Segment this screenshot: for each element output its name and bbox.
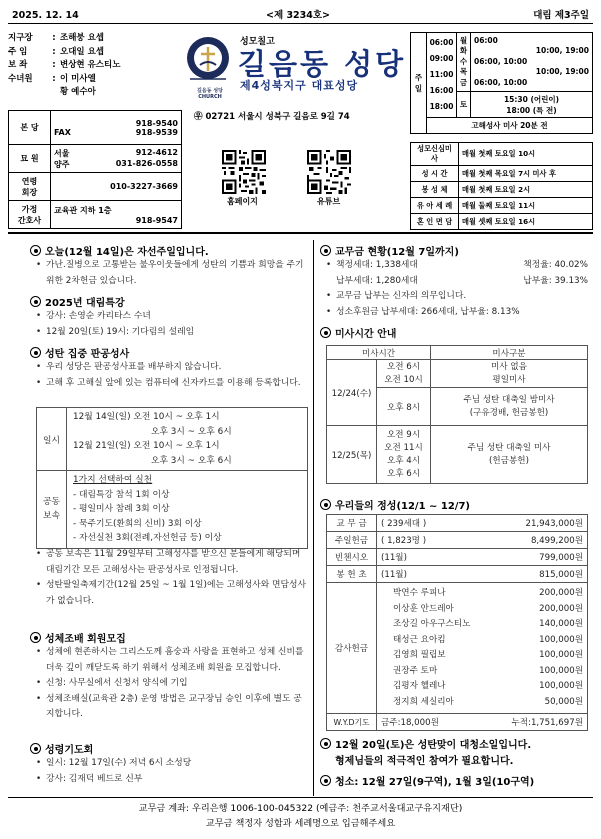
staff-name: 변상현 유스티노	[60, 60, 121, 70]
offering-note: (11월)	[377, 549, 473, 566]
weekday-label: 월 화 수 목 금	[457, 33, 471, 92]
section-bullet-icon	[320, 245, 331, 256]
prayer-meeting	[34, 756, 308, 787]
section-bullet-icon	[320, 327, 331, 338]
special-mass-time: 매월 둘째 토요일 11시	[459, 198, 593, 214]
section-heading: 성탄 집중 판공성사	[30, 345, 129, 360]
staff-name: 오대일 요셉	[60, 46, 105, 57]
christmas-eve-date: 12/24(수)	[327, 360, 377, 426]
homepage-qr-code[interactable]	[222, 150, 266, 194]
bank-account: 교무금 계좌: 우리은행 1006-100-045322 (예금주: 천주교서울대교구유지재단)	[138, 803, 463, 814]
tithe-status	[324, 258, 588, 320]
weekday-mass-line: 06:00, 10:00	[474, 56, 528, 66]
section-bullet-icon	[30, 347, 41, 358]
list-item: • 성탄팔일축제기간(12월 25일 ~ 1월 1일)에는 고해성사와 면담성사가 없습니다.	[34, 578, 308, 609]
header-bar	[8, 7, 593, 24]
section-heading: 성체조배 회원모집	[30, 630, 126, 645]
yangju-tel: 031-826-0558	[115, 158, 178, 168]
saturday-label: 토	[457, 92, 471, 118]
list-item: • 교무금 납부는 신자의 의무입니다.	[324, 289, 588, 305]
section-heading: 우리들의 정성(12/1 ~ 12/7)	[320, 497, 470, 512]
penance-line: - 자선실천 3회(전례,자선헌금 등) 이상	[73, 533, 222, 543]
mass-type-header: 미사구분	[431, 346, 588, 360]
donor-row: 김평자 헬레나 100,000원	[393, 681, 583, 691]
seoul-label: 서울	[54, 148, 70, 158]
special-mass-name: 성 시 간	[411, 166, 459, 182]
staff-row: 수녀원 : 이 미사엘	[8, 73, 184, 87]
staff-name: 황 예수아	[60, 87, 96, 97]
offering-row	[327, 566, 588, 583]
special-mass-table	[410, 142, 593, 230]
section-bullet-icon	[30, 743, 41, 754]
offering-amount: 815,000원	[472, 566, 587, 583]
staff-role: 지구장	[8, 33, 33, 43]
church-logo	[186, 35, 230, 85]
donor-row: 조상길 아우구스티노 140,000원	[393, 619, 583, 629]
offering-row	[327, 515, 588, 532]
weekday-mass-line: 10:00, 19:00	[535, 46, 589, 56]
advent-lecture	[34, 309, 308, 340]
mass-time-header: 미사시간	[327, 346, 431, 360]
sunday-mass-time: 09:00	[429, 54, 454, 63]
confession-notes	[34, 547, 308, 609]
liaison-label: 연령 회장	[9, 173, 51, 201]
schedule-line: 오후 3시 ~ 오후 6시	[151, 455, 232, 466]
penance-line: 1가지 선택하여 실천	[73, 475, 153, 485]
offering-row	[327, 532, 588, 549]
donor-row: 정지희 세실리아 50,000원	[393, 696, 583, 707]
wyd-total: 누적:1,751,697원	[472, 714, 587, 731]
penance-label: 공동 보속	[37, 471, 67, 549]
mass-type: 주님 성탄 대축일 미사 (헌금봉헌)	[431, 426, 588, 484]
offering-amount: 799,000원	[472, 549, 587, 566]
list-item: • 일시: 12월 17일(수) 저녁 6시 소성당	[34, 756, 308, 772]
staff-name: 이 미사엘	[60, 73, 96, 84]
section-heading: 교무금 현황(12월 7일까지)	[320, 243, 459, 258]
sunday-mass-time: 16:00	[429, 86, 454, 95]
staff-row: 보 좌 : 변상현 유스티노	[8, 59, 184, 73]
section-bullet-icon	[30, 245, 41, 256]
mass-time: 오전 6시 오전 10시	[377, 360, 431, 388]
list-item: • 우리 성당은 판공성사표를 배부하지 않습니다.	[34, 360, 308, 376]
staff-list	[8, 32, 184, 100]
list-item: • 성체조배실(교육관 2층) 운영 방법은 교구장님 승인 이후에 별도 공지합니다.	[34, 692, 308, 723]
section-bullet-icon	[320, 499, 331, 510]
section-bullet-icon	[320, 738, 331, 749]
penance-line: - 묵주기도(환희의 신비) 3회 이상	[73, 518, 202, 529]
saturday-mass-line: 15:30 (어린이)	[503, 94, 560, 104]
section-heading: 12월 20일(토)은 성탄맞이 대청소일입니다.	[320, 736, 531, 751]
special-mass-row	[411, 182, 593, 198]
weekday-mass-line: 06:00, 10:00	[474, 77, 528, 87]
cleaning-subtitle: 형제님들의 적극적인 참여가 필요합니다.	[335, 756, 514, 767]
wyd-weekly: 금주:18,000원	[377, 714, 473, 731]
saturday-mass-line: 18:00 (특 전)	[506, 105, 557, 115]
donor-row: 권장주 토마 100,000원	[393, 665, 583, 676]
list-item: • 고해 후 고해실 앞에 있는 컴퓨터에 신자카드를 이용해 등록합니다.	[34, 376, 308, 392]
church-subtitle: 성모칠고	[240, 37, 275, 47]
sunday-mass-time: 18:00	[429, 102, 454, 111]
list-item: • 책정세대: 1,338세대 책정율: 40.02%	[324, 258, 588, 274]
footer	[8, 797, 593, 831]
header-divider	[8, 232, 593, 234]
nurse-place: 교육관 지하 1층	[54, 205, 112, 215]
special-mass-name: 봉 성 체	[411, 182, 459, 198]
list-item: • 성체에 현존하시는 그리스도께 흠숭과 사랑을 표현하고 성체 신비를 더욱 깊이 깨닫도록 하기 위해서 성체조배 회원을 모집합니다.	[34, 645, 308, 676]
schedule-line: 12월 14일(일) 오전 10시 ~ 오후 1시	[73, 412, 220, 422]
section-heading: 오늘(12월 14일)은 자선주일입니다.	[30, 243, 209, 258]
church-name: 길음동 성당	[238, 47, 407, 81]
schedule-line: 12월 21일(일) 오전 10시 ~ 오후 1시	[73, 441, 220, 451]
list-item: • 12월 20일(토) 19시: 기다림의 설레임	[34, 325, 308, 341]
offering-amount: 21,943,000원	[472, 515, 587, 532]
staff-name: 조해붕 요셉	[60, 33, 105, 43]
special-mass-time: 매월 셋째 토요일 16시	[459, 214, 593, 230]
offering-amount: 8,499,200원	[472, 532, 587, 549]
issue-date: 2025. 12. 14	[12, 10, 79, 21]
offering-name: 빈첸시오	[327, 549, 377, 566]
list-item: • 성소후원금 납부세대: 266세대, 납부율: 8.13%	[324, 305, 588, 321]
offering-name: 주일헌금	[327, 532, 377, 549]
special-mass-row	[411, 214, 593, 230]
offering-row	[327, 549, 588, 566]
penance-line: - 평일미사 참례 3회 이상	[73, 504, 170, 514]
weekday-mass-line: 10:00, 19:00	[535, 67, 589, 77]
offering-note: ( 1,823명 )	[377, 532, 473, 549]
offering-table	[326, 514, 588, 731]
adoration-notice	[34, 645, 308, 723]
section-bullet-icon	[320, 775, 331, 786]
section-heading: 성령기도회	[30, 741, 93, 756]
liaison-tel: 010-3227-3669	[51, 173, 182, 201]
staff-row	[8, 86, 184, 100]
church-address: ㉾ 02721 서울시 성북구 길음로 9길 74	[194, 112, 350, 122]
weekday-mass-line: 06:00	[474, 35, 498, 45]
confession-note: 고해성사 미사 20분 전	[427, 118, 593, 134]
church-tagline: 제4성북지구 대표성당	[240, 79, 359, 92]
list-item: • 신청: 사무실에서 신청서 양식에 기입	[34, 676, 308, 692]
section-heading: 미사시간 안내	[320, 325, 396, 340]
charity-notice	[34, 258, 308, 289]
mass-time: 오후 8시	[377, 388, 431, 426]
mass-type: 주님 성탄 대축일 밤미사 (구유경배, 헌금봉헌)	[431, 388, 588, 426]
donor-row: 이상훈 안드레아 200,000원	[393, 603, 583, 614]
office-tel: 918-9540	[135, 118, 178, 128]
fax-number: 918-9539	[135, 127, 178, 137]
donor-row: 김영희 필립보 100,000원	[393, 650, 583, 660]
seoul-tel: 912-4612	[135, 147, 178, 157]
mass-type: 미사 없음 평일미사	[431, 360, 588, 388]
liturgical-week: 대림 제3주일	[533, 10, 589, 21]
list-item: • 강사: 김재덕 베드로 신부	[34, 772, 308, 788]
section-bullet-icon	[30, 296, 41, 307]
special-mass-row	[411, 198, 593, 214]
special-mass-name: 성모신심미사	[411, 143, 459, 166]
office-label: 본 당	[9, 111, 51, 145]
section-heading: 2025년 대림특강	[30, 294, 125, 309]
nurse-label: 가정 간호사	[9, 201, 51, 229]
donor-row: 태성근 요아킴 100,000원	[393, 634, 583, 645]
youtube-qr-label: 유튜브	[317, 197, 341, 206]
wyd-label: W.Y.D기도	[327, 714, 377, 731]
special-mass-name: 혼 인 면 담	[411, 214, 459, 230]
section-heading: 청소: 12월 27일(9구역), 1월 3일(10구역)	[320, 773, 534, 788]
section-bullet-icon	[30, 632, 41, 643]
list-item: • 가난.질병으로 고통받는 불우이웃들에게 성탄의 기쁨과 희망을 주기 위한 2차헌금 있습니다.	[34, 258, 308, 289]
youtube-qr-code[interactable]	[307, 150, 351, 194]
christmas-mass-table	[326, 345, 588, 484]
list-item: • 공동 보속은 11월 29일부터 고해성사를 받으신 분들에게 해당되며 대림기간 모든 고해성사는 판공성사로 인정됩니다.	[34, 547, 308, 578]
special-mass-row	[411, 166, 593, 182]
issue-number: <제 3234호>	[266, 10, 331, 21]
offering-note: (11월)	[377, 566, 473, 583]
mass-schedule-table	[410, 32, 593, 134]
schedule-line: 오후 3시 ~ 오후 6시	[151, 426, 232, 437]
donor-row: 박연수 루피나 200,000원	[393, 588, 583, 598]
confession-notice	[34, 360, 308, 391]
confession-schedule-table	[36, 407, 308, 549]
staff-role: 보 좌	[8, 60, 28, 70]
fax-label: FAX	[54, 127, 71, 137]
thanks-offering-label: 감사헌금	[327, 583, 377, 714]
offering-note: ( 239세대 )	[377, 515, 473, 532]
staff-role: 주 임	[8, 46, 28, 57]
penance-line: - 대림특강 참석 1회 이상	[73, 489, 170, 500]
schedule-label: 일시	[37, 408, 67, 471]
sunday-mass-time: 11:00	[429, 70, 454, 79]
logo-caption: 길음동 성당 CHURCH	[197, 88, 223, 100]
yangju-label: 양주	[54, 159, 70, 169]
staff-role: 수녀원	[8, 73, 33, 84]
list-item: • 강사: 손영순 카리타스 수녀	[34, 309, 308, 325]
deposit-note: 교무금 책정자 성함과 세례명으로 입금해주세요	[205, 817, 396, 829]
wyd-row	[327, 714, 588, 731]
mass-time: 오전 9시 오전 11시 오후 4시 오후 6시	[377, 426, 431, 484]
homepage-qr-label: 홈페이지	[227, 197, 258, 206]
special-mass-row	[411, 143, 593, 166]
thanks-offering-row	[327, 583, 588, 714]
special-mass-time: 매월 첫째 토요일 2시	[459, 182, 593, 198]
staff-row: 지구장 : 조해붕 요셉	[8, 32, 184, 46]
staff-row: 주 임 : 오대일 요셉	[8, 46, 184, 60]
contact-table	[8, 110, 182, 229]
christmas-day-date: 12/25(목)	[327, 426, 377, 484]
cemetery-label: 묘 원	[9, 145, 51, 173]
list-item: 납부세대: 1,280세대 납부율: 39.13%	[336, 275, 588, 286]
special-mass-name: 유 아 세 례	[411, 198, 459, 214]
special-mass-time: 매월 첫째 목요일 7시 미사 후	[459, 166, 593, 182]
offering-name: 봉 헌 초	[327, 566, 377, 583]
column-divider	[313, 240, 314, 796]
sunday-mass-time: 06:00	[429, 38, 454, 47]
special-mass-time: 매월 첫째 토요일 10시	[459, 143, 593, 166]
sunday-label: 주 일	[411, 33, 427, 134]
offering-name: 교 무 금	[327, 515, 377, 532]
nurse-tel: 918-9547	[135, 215, 178, 225]
